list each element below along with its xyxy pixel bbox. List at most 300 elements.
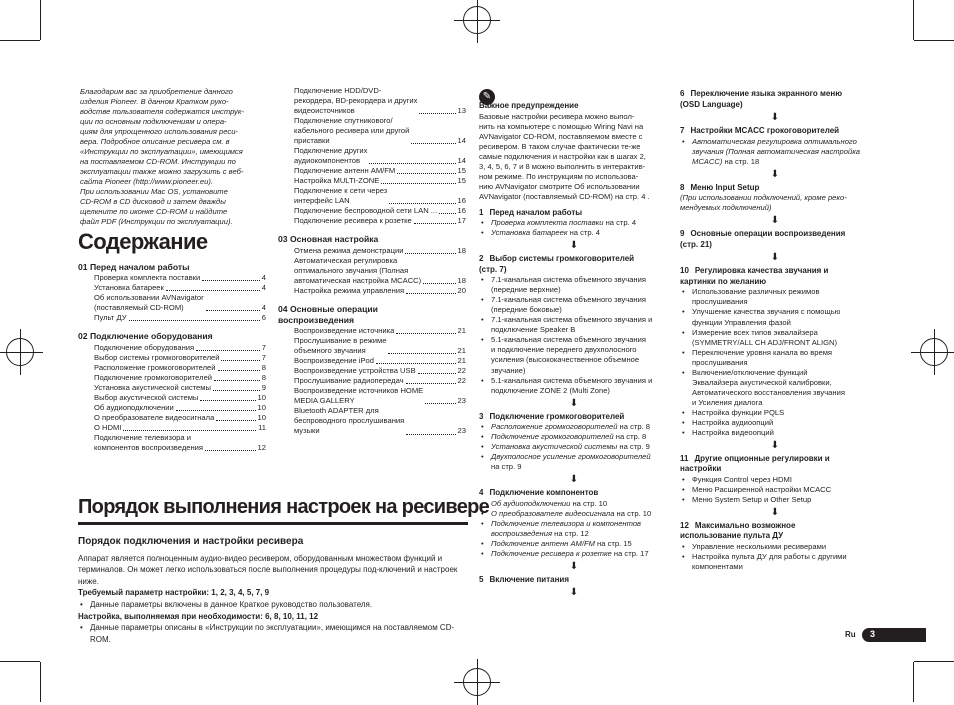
step-item-page: на стр. 4 — [567, 228, 601, 238]
step-item — [680, 418, 870, 428]
step-item-page: на стр. 10 — [570, 498, 608, 508]
toc-entry — [278, 366, 466, 376]
toc-entry-label: Воспроизведение устройства USB — [294, 366, 416, 376]
toc-leader-dots — [205, 450, 256, 451]
step-number: 6 — [680, 89, 685, 98]
toc-leader-dots — [397, 173, 455, 174]
down-arrow-icon: ⬇ — [770, 168, 780, 180]
step-heading — [680, 89, 870, 110]
registration-mark — [463, 6, 491, 34]
down-arrow-icon: ⬇ — [770, 215, 780, 227]
crop-mark — [0, 661, 40, 662]
toc-entry-label: Подключение ресивера к розетке — [294, 216, 412, 226]
crop-mark — [40, 662, 41, 702]
steps-list — [680, 89, 870, 572]
section-title: Порядок выполнения настроек на ресивере — [78, 496, 490, 518]
steps-column-3 — [479, 89, 669, 601]
crop-mark — [914, 40, 954, 41]
toc-entry — [78, 353, 266, 363]
toc-leader-dots — [376, 363, 456, 364]
intro-line: При использовании Mac OS, установите — [80, 187, 228, 197]
toc-leader-dots — [425, 403, 455, 404]
toc-entry — [78, 293, 266, 313]
toc-leader-dots — [129, 320, 260, 321]
toc-entry-label: Подключение к сети через интерфейс LAN — [294, 186, 388, 206]
toc-entry-label: Установка батареек — [94, 283, 164, 293]
step-item-text: Меню Расширенной настройки MCACC — [692, 484, 832, 494]
toc-title: Содержание — [78, 229, 208, 254]
toc-entry-label: Об использовании AVNavigator (поставляемый CD-ROM) — [94, 293, 204, 313]
toc-entry-page: 22 — [457, 376, 466, 386]
toc-leader-dots — [200, 400, 255, 401]
step-item — [479, 519, 669, 539]
toc-list-sections — [278, 234, 466, 436]
toc-entry — [78, 283, 266, 293]
note-title: Важное предупреждение — [479, 101, 579, 110]
step-number: 11 — [680, 453, 689, 463]
step-item — [680, 328, 870, 348]
toc-leader-dots — [414, 223, 456, 224]
subsection-title: Порядок подключения и настройки ресивера — [78, 536, 304, 548]
step-item-text: Функция Control через HDMI — [692, 474, 792, 484]
intro-line: CD-ROM в CD дисковод и затем дважды — [80, 197, 226, 207]
toc-entry-page: 4 — [261, 283, 266, 293]
toc-leader-dots — [406, 434, 455, 435]
toc-entry-page: 10 — [257, 412, 266, 422]
toc-entry-page: 14 — [457, 156, 466, 166]
toc-entry-page: 21 — [457, 326, 466, 336]
registration-mark — [463, 668, 491, 696]
toc-column-1 — [78, 227, 266, 453]
step-item-text: Настройка видеоопций — [692, 427, 774, 437]
toc-entry-label: Проверка комплекта поставки — [94, 273, 201, 283]
step-item — [479, 509, 669, 519]
step-item-page: на стр. 9 — [617, 442, 650, 452]
toc-entry-page: 4 — [261, 303, 266, 313]
toc-entry-page: 16 — [457, 206, 466, 216]
step-item — [680, 287, 870, 307]
toc-entry-page: 18 — [457, 275, 466, 285]
intro-line: эксплуатации также можно загрузить с веб- — [80, 167, 244, 177]
step-item — [680, 542, 870, 552]
step-title: Подключение громкоговорителей — [489, 411, 625, 421]
toc-entry — [78, 393, 266, 403]
intro-line: «Инструкции по эксплуатации», имеющимся — [80, 147, 243, 157]
step-heading — [680, 521, 870, 542]
toc-leader-dots — [206, 310, 260, 311]
step-item — [479, 315, 669, 335]
step-item-text: Об аудиоподключении — [491, 498, 571, 508]
crop-mark — [914, 661, 954, 662]
step-item-text: Меню System Setup и Other Setup — [692, 494, 812, 504]
toc-entry-label: Bluetooth ADAPTER для беспроводного прослушивания музыки — [294, 406, 405, 436]
toc-entry-label: Подключение громкоговорителей — [94, 372, 213, 382]
step-heading — [680, 229, 870, 250]
toc-leader-dots — [388, 353, 455, 354]
toc-entry-label: Подключение HDD/DVD- рекордера, BD-рекордера и других видеоисточников — [294, 86, 418, 116]
toc-entry-page: 9 — [261, 382, 266, 392]
steps-column-4 — [680, 89, 870, 572]
toc-entry-page: 23 — [457, 396, 466, 406]
step-item-text: Установка акустической системы — [491, 442, 618, 452]
toc-entry-label: Подключение телевизора и компонентов воспроизведения — [94, 432, 204, 452]
step-item-page: на стр. 8 — [617, 422, 651, 432]
toc-entry — [78, 433, 266, 453]
crop-mark — [0, 40, 40, 41]
toc-leader-dots — [221, 360, 259, 361]
down-arrow-icon: ⬇ — [569, 587, 579, 599]
step-number: 1 — [479, 207, 484, 217]
toc-entry-label: Воспроизведение iPod — [294, 356, 374, 366]
intro-line: водстве пользователя содержатся инструк- — [80, 107, 244, 117]
toc-entry — [278, 286, 466, 296]
toc-entry — [278, 376, 466, 386]
toc-entry-label: Настройка MULTI-ZONE — [294, 176, 380, 186]
toc-entry-page: 21 — [457, 346, 466, 356]
step-heading — [479, 412, 669, 423]
toc-leader-dots — [405, 253, 455, 254]
step-item — [479, 422, 669, 432]
step-item — [680, 428, 870, 438]
toc-leader-dots — [406, 383, 456, 384]
step-item-text: Улучшение качества звучания с помощью функции Управления фазой — [692, 307, 841, 327]
toc-entry-page: 22 — [457, 366, 466, 376]
crop-mark — [40, 0, 41, 40]
down-arrow-icon: ⬇ — [569, 474, 579, 486]
step-item — [680, 368, 870, 408]
bullet-item: • Данные параметры включены в данное Краткое руководство пользователя. — [78, 599, 468, 611]
step-item-page: на стр. 17 — [611, 548, 649, 558]
step-item-page: на стр. 9 — [491, 462, 522, 472]
toc-section-heading: 03 Основная настройка — [278, 234, 379, 245]
toc-entry-label: Воспроизведение источника — [294, 326, 395, 336]
step-title: Настройки MCACC грокоговорителей — [690, 126, 840, 136]
toc-section-heading: 04 Основные операции воспроизведения — [278, 303, 378, 325]
intro-line: на поставляемом CD-ROM. Инструкции по — [80, 157, 236, 167]
toc-entry — [278, 326, 466, 336]
intro-text — [80, 87, 272, 227]
step-number: 4 — [479, 488, 484, 498]
step-number: 5 — [479, 574, 484, 584]
toc-entry-page: 6 — [261, 313, 266, 323]
toc-entry-page: 10 — [257, 402, 266, 412]
crop-mark — [913, 0, 914, 40]
step-item-text: 5.1-канальная система объемного звучания и подключение ZONE 2 (Multi Zone) — [491, 375, 653, 395]
step-item-page: на стр. 15 — [594, 538, 632, 548]
step-item-text: 7.1-канальная система объемного звучания (передние боковые) — [491, 295, 646, 315]
toc-entry-label: Выбор акустической системы — [94, 392, 199, 402]
step-item — [680, 348, 870, 368]
toc-entry — [278, 246, 466, 256]
step-item-text: Установка батареек — [491, 228, 568, 238]
note-icon: ✎ — [479, 89, 495, 105]
toc-leader-dots — [214, 380, 260, 381]
toc-section-heading: 01 Перед началом работы — [78, 262, 190, 273]
step-item-text: О преобразователе видеосигнала — [491, 508, 615, 518]
step-item-text: (При использовании подключений, кроме реко- мендуемых подключений) — [680, 193, 847, 213]
toc-leader-dots — [411, 143, 455, 144]
toc-entry-label: Установка акустической системы — [94, 382, 211, 392]
toc-entry-label: Подключение других аудиокомпонентов — [294, 146, 368, 166]
toc-entry-page: 17 — [457, 216, 466, 226]
step-item-text: Двухполосное усиление громкоговорителей — [491, 452, 651, 462]
toc-leader-dots — [218, 370, 260, 371]
toc-entry-page: 7 — [261, 342, 266, 352]
setup-section — [78, 494, 490, 645]
toc-entry-page: 8 — [261, 362, 266, 372]
toc-entry — [78, 413, 266, 423]
toc-entry-label: Подключение оборудования — [94, 342, 195, 352]
intro-line: циям для упрощенного использования реси- — [80, 127, 238, 137]
note-line: нию AVNavigator смотрите Об использовании — [479, 181, 640, 191]
step-item — [479, 452, 669, 472]
step-item-text: Автоматическая регулировка оптимального звучания (Полная автоматическая настройка MCACC) — [692, 136, 860, 166]
step-title: Другие опционные регулировки и настройки — [680, 453, 830, 474]
toc-entry-label: Об аудиоподключении — [94, 402, 174, 412]
toc-entry-page: 11 — [258, 422, 266, 432]
step-item — [680, 193, 870, 213]
step-item — [680, 307, 870, 327]
down-arrow-icon: ⬇ — [770, 112, 780, 124]
step-item-page: на стр. 12 — [552, 528, 589, 538]
step-item-text: Настройка функции PQLS — [692, 407, 785, 417]
step-item — [680, 552, 870, 572]
note-line: 3, 4, 5, 6, 7 и 8 можно выполнить в интерактив- — [479, 161, 646, 171]
step-item-text: Подключение громкоговорителей — [491, 432, 614, 442]
toc-list — [78, 262, 266, 453]
crop-mark — [913, 662, 914, 702]
toc-entry-label: Выбор системы громкоговорителей — [94, 352, 220, 362]
step-item — [479, 218, 669, 228]
toc-entry — [78, 343, 266, 353]
intro-line: сайта Pioneer (http://www.pioneer.eu). — [80, 177, 214, 187]
optional-label: Настройка, выполняемая при необходимости — [78, 611, 261, 621]
toc-entry — [278, 116, 466, 146]
toc-leader-dots — [396, 333, 455, 334]
toc-entry — [278, 356, 466, 366]
intro-block — [80, 87, 272, 227]
toc-list-continued — [278, 86, 466, 226]
toc-entry-page: 12 — [257, 442, 266, 452]
step-heading — [479, 488, 669, 499]
intro-line: Благодарим вас за приобретение данного — [80, 87, 233, 96]
toc-entry — [78, 423, 266, 433]
step-item-text: 7.1-канальная система объемного звучания (передние верхние) — [491, 275, 646, 295]
step-title: Включение питания — [489, 574, 569, 584]
note-line: самые подключения и настройки как в шагах 2, — [479, 151, 646, 161]
toc-entry — [278, 86, 466, 116]
step-item — [479, 442, 669, 452]
step-heading — [680, 126, 870, 137]
toc-entry — [78, 403, 266, 413]
intro-line: вера. Подробное описание ресивера см. в — [80, 137, 230, 147]
toc-entry-page: 23 — [457, 426, 466, 436]
step-item-text: Подключение антенн AM/FM — [491, 538, 595, 548]
toc-entry — [78, 273, 266, 283]
intro-line: изделия Pioneer. В данном Кратком руко- — [80, 97, 229, 107]
step-item — [479, 295, 669, 315]
toc-entry-label: Настройка режима управления — [294, 285, 405, 295]
step-item-text: Измерение всех типов эквалайзера (SYMMETRY/ALL CH ADJ/FRONT ALIGN) — [692, 327, 838, 347]
step-heading — [680, 183, 870, 194]
step-item-page: на стр. 10 — [614, 508, 652, 518]
step-item-text: Расположение громкоговорителей — [491, 422, 618, 432]
down-arrow-icon: ⬇ — [770, 506, 780, 518]
down-arrow-icon: ⬇ — [569, 397, 579, 409]
step-item — [479, 432, 669, 442]
toc-leader-dots — [213, 390, 260, 391]
toc-entry — [278, 216, 466, 226]
toc-entry-page: 14 — [457, 136, 466, 146]
intro-line: ции по основным подключениям и опера- — [80, 117, 227, 127]
step-item — [479, 376, 669, 396]
toc-leader-dots — [123, 430, 256, 431]
step-number: 9 — [680, 229, 685, 239]
toc-entry-page: 18 — [457, 245, 466, 255]
down-arrow-icon: ⬇ — [569, 240, 579, 252]
step-item — [479, 335, 669, 375]
toc-entry-page: 13 — [457, 106, 466, 116]
toc-entry-label: Подключение антенн AM/FM — [294, 166, 396, 176]
step-item-text: 7.1-канальная система объемного звучания и подключение Speaker B — [491, 315, 653, 335]
toc-entry — [78, 313, 266, 323]
registration-mark — [6, 338, 34, 366]
note-block — [479, 89, 669, 202]
step-title: Меню Input Setup — [690, 182, 760, 192]
step-title: Максимально возможное использование пульта ДУ — [680, 520, 796, 541]
toc-entry-page: 15 — [457, 176, 466, 186]
registration-mark — [920, 338, 948, 366]
step-item — [680, 475, 870, 485]
toc-entry-label: Подключение спутникового/ кабельного ресивера или другой приставки — [294, 116, 410, 146]
intro-line: файл PDF (Инструкции по эксплуатации). — [80, 217, 233, 227]
optional-values: : 6, 8, 10, 11, 12 — [260, 611, 319, 621]
step-item — [680, 408, 870, 418]
title-rule — [78, 522, 468, 525]
step-item — [680, 485, 870, 495]
toc-entry — [278, 406, 466, 436]
note-line: Базовые настройки ресивера можно выпол- — [479, 111, 635, 121]
toc-entry-page: 4 — [261, 273, 266, 283]
toc-leader-dots — [176, 410, 256, 411]
note-line: ном режиме. По инструкциям по использова- — [479, 171, 639, 181]
toc-entry-label: Воспроизведение источников HOME MEDIA GALLERY — [294, 386, 424, 406]
step-title: Выбор системы громкоговорителей (стр. 7) — [479, 254, 635, 274]
step-item-text: Подключение телевизора и компонентов воспроизведения — [491, 518, 642, 538]
steps-list — [479, 208, 669, 599]
toc-entry-label: Расположение громкоговорителей — [94, 362, 216, 372]
step-item-text: Проверка комплекта поставки — [491, 218, 604, 228]
note-line: ресивером. В таком случае фактически те-же — [479, 141, 641, 151]
down-arrow-icon: ⬇ — [770, 252, 780, 264]
step-title: Перед началом работы — [489, 207, 583, 217]
toc-entry-page: 21 — [457, 356, 466, 366]
note-line: нить на компьютере с помощью Wiring Navi на — [479, 121, 644, 131]
toc-leader-dots — [381, 183, 455, 184]
step-heading — [479, 575, 669, 586]
toc-leader-dots — [216, 420, 255, 421]
step-title: Подключение компонентов — [489, 488, 599, 498]
language-label: Ru — [845, 630, 856, 639]
toc-entry — [278, 186, 466, 206]
toc-entry — [278, 256, 466, 286]
toc-leader-dots — [166, 290, 260, 291]
toc-entry-page: 7 — [261, 352, 266, 362]
step-item-text: Подключение ресивера к розетке — [491, 548, 612, 558]
required-values: : 1, 2, 3, 4, 5, 7, 9 — [206, 588, 270, 598]
step-item-text: Использование различных режимов прослушивания — [692, 287, 820, 307]
section-body — [78, 553, 468, 646]
toc-leader-dots — [196, 350, 260, 351]
step-item-text: Управление несколькими ресиверами — [692, 541, 827, 551]
toc-entry-label: Автоматическая регулировка оптимального звучания (Полная автоматическая настройка MCACC) — [294, 255, 422, 285]
toc-entry-page: 16 — [457, 196, 466, 206]
step-item-text: Настройка аудиоопций — [692, 417, 774, 427]
toc-entry-page: 8 — [261, 372, 266, 382]
note-line: AVNavigator CD-ROM, поставляемом вместе с — [479, 131, 643, 141]
toc-entry — [278, 176, 466, 186]
toc-column-2 — [278, 86, 466, 437]
step-number: 2 — [479, 254, 484, 264]
toc-entry-label: Пульт ДУ — [94, 313, 127, 323]
step-number: 10 — [680, 266, 689, 276]
toc-leader-dots — [439, 213, 455, 214]
down-arrow-icon: ⬇ — [569, 560, 579, 572]
step-item-page: на стр. 8 — [613, 432, 647, 442]
toc-leader-dots — [406, 293, 455, 294]
required-label: Требуемый параметр настройки — [78, 588, 207, 598]
toc-leader-dots — [369, 163, 455, 164]
step-item — [479, 499, 669, 509]
toc-entry — [278, 166, 466, 176]
step-heading — [479, 208, 669, 219]
intro-paragraph: Аппарат является полноценным аудио-видео ресивером, оборудованным множеством функций и терминалов. Он может легко использоваться после выполнения процедуры под-ключений и настроек ниже. — [78, 553, 458, 586]
toc-entry — [78, 383, 266, 393]
step-item-text: Переключение уровня канала во время прослушивания — [692, 347, 833, 367]
note-text — [479, 112, 669, 202]
toc-entry-label: Подключение беспроводной сети LAN ... — [294, 206, 438, 216]
step-item-text: Включение/отключение функций Эквалайзера акустической калибровки, Автоматического восстановления звучания и Усиления диалога — [692, 367, 845, 407]
step-item — [479, 228, 669, 238]
step-title: Регулировка качества звучания и картинки по желанию — [680, 266, 829, 286]
toc-entry-page: 10 — [257, 392, 266, 402]
toc-entry-page: 20 — [457, 285, 466, 295]
toc-entry — [278, 336, 466, 356]
toc-entry — [278, 206, 466, 216]
toc-leader-dots — [389, 203, 455, 204]
step-item — [479, 549, 669, 559]
toc-section-heading: 02 Подключение оборудования — [78, 331, 213, 342]
step-number: 8 — [680, 182, 685, 192]
step-number: 7 — [680, 126, 685, 136]
step-item-page: на стр. 18 — [722, 156, 760, 166]
step-title: Переключение языка экранного меню (OSD Language) — [680, 89, 843, 109]
step-item-page: на стр. 4 — [603, 218, 637, 228]
step-number: 3 — [479, 411, 484, 421]
toc-entry-label: О HDMI — [94, 422, 122, 432]
bullet-item: • Данные параметры описаны в «Инструкции по эксплуатации», имеющимся на поставляемом CD-ROM. — [78, 622, 468, 645]
step-item-text: 5.1-канальная система объемного звучания и подключение переднего двухполосного усиления (высококачественное объемное звучание) — [491, 335, 646, 375]
step-heading — [680, 266, 870, 287]
toc-entry-label: Отмена режима демонстрации — [294, 245, 404, 255]
toc-entry-label: О преобразователе видеосигнала — [94, 412, 215, 422]
toc-leader-dots — [202, 280, 260, 281]
toc-entry — [78, 363, 266, 373]
step-item-text: Настройка пульта ДУ для работы с другими компонентами — [692, 551, 847, 571]
step-heading — [479, 254, 669, 275]
page-number: 3 — [862, 628, 926, 642]
step-item — [479, 275, 669, 295]
